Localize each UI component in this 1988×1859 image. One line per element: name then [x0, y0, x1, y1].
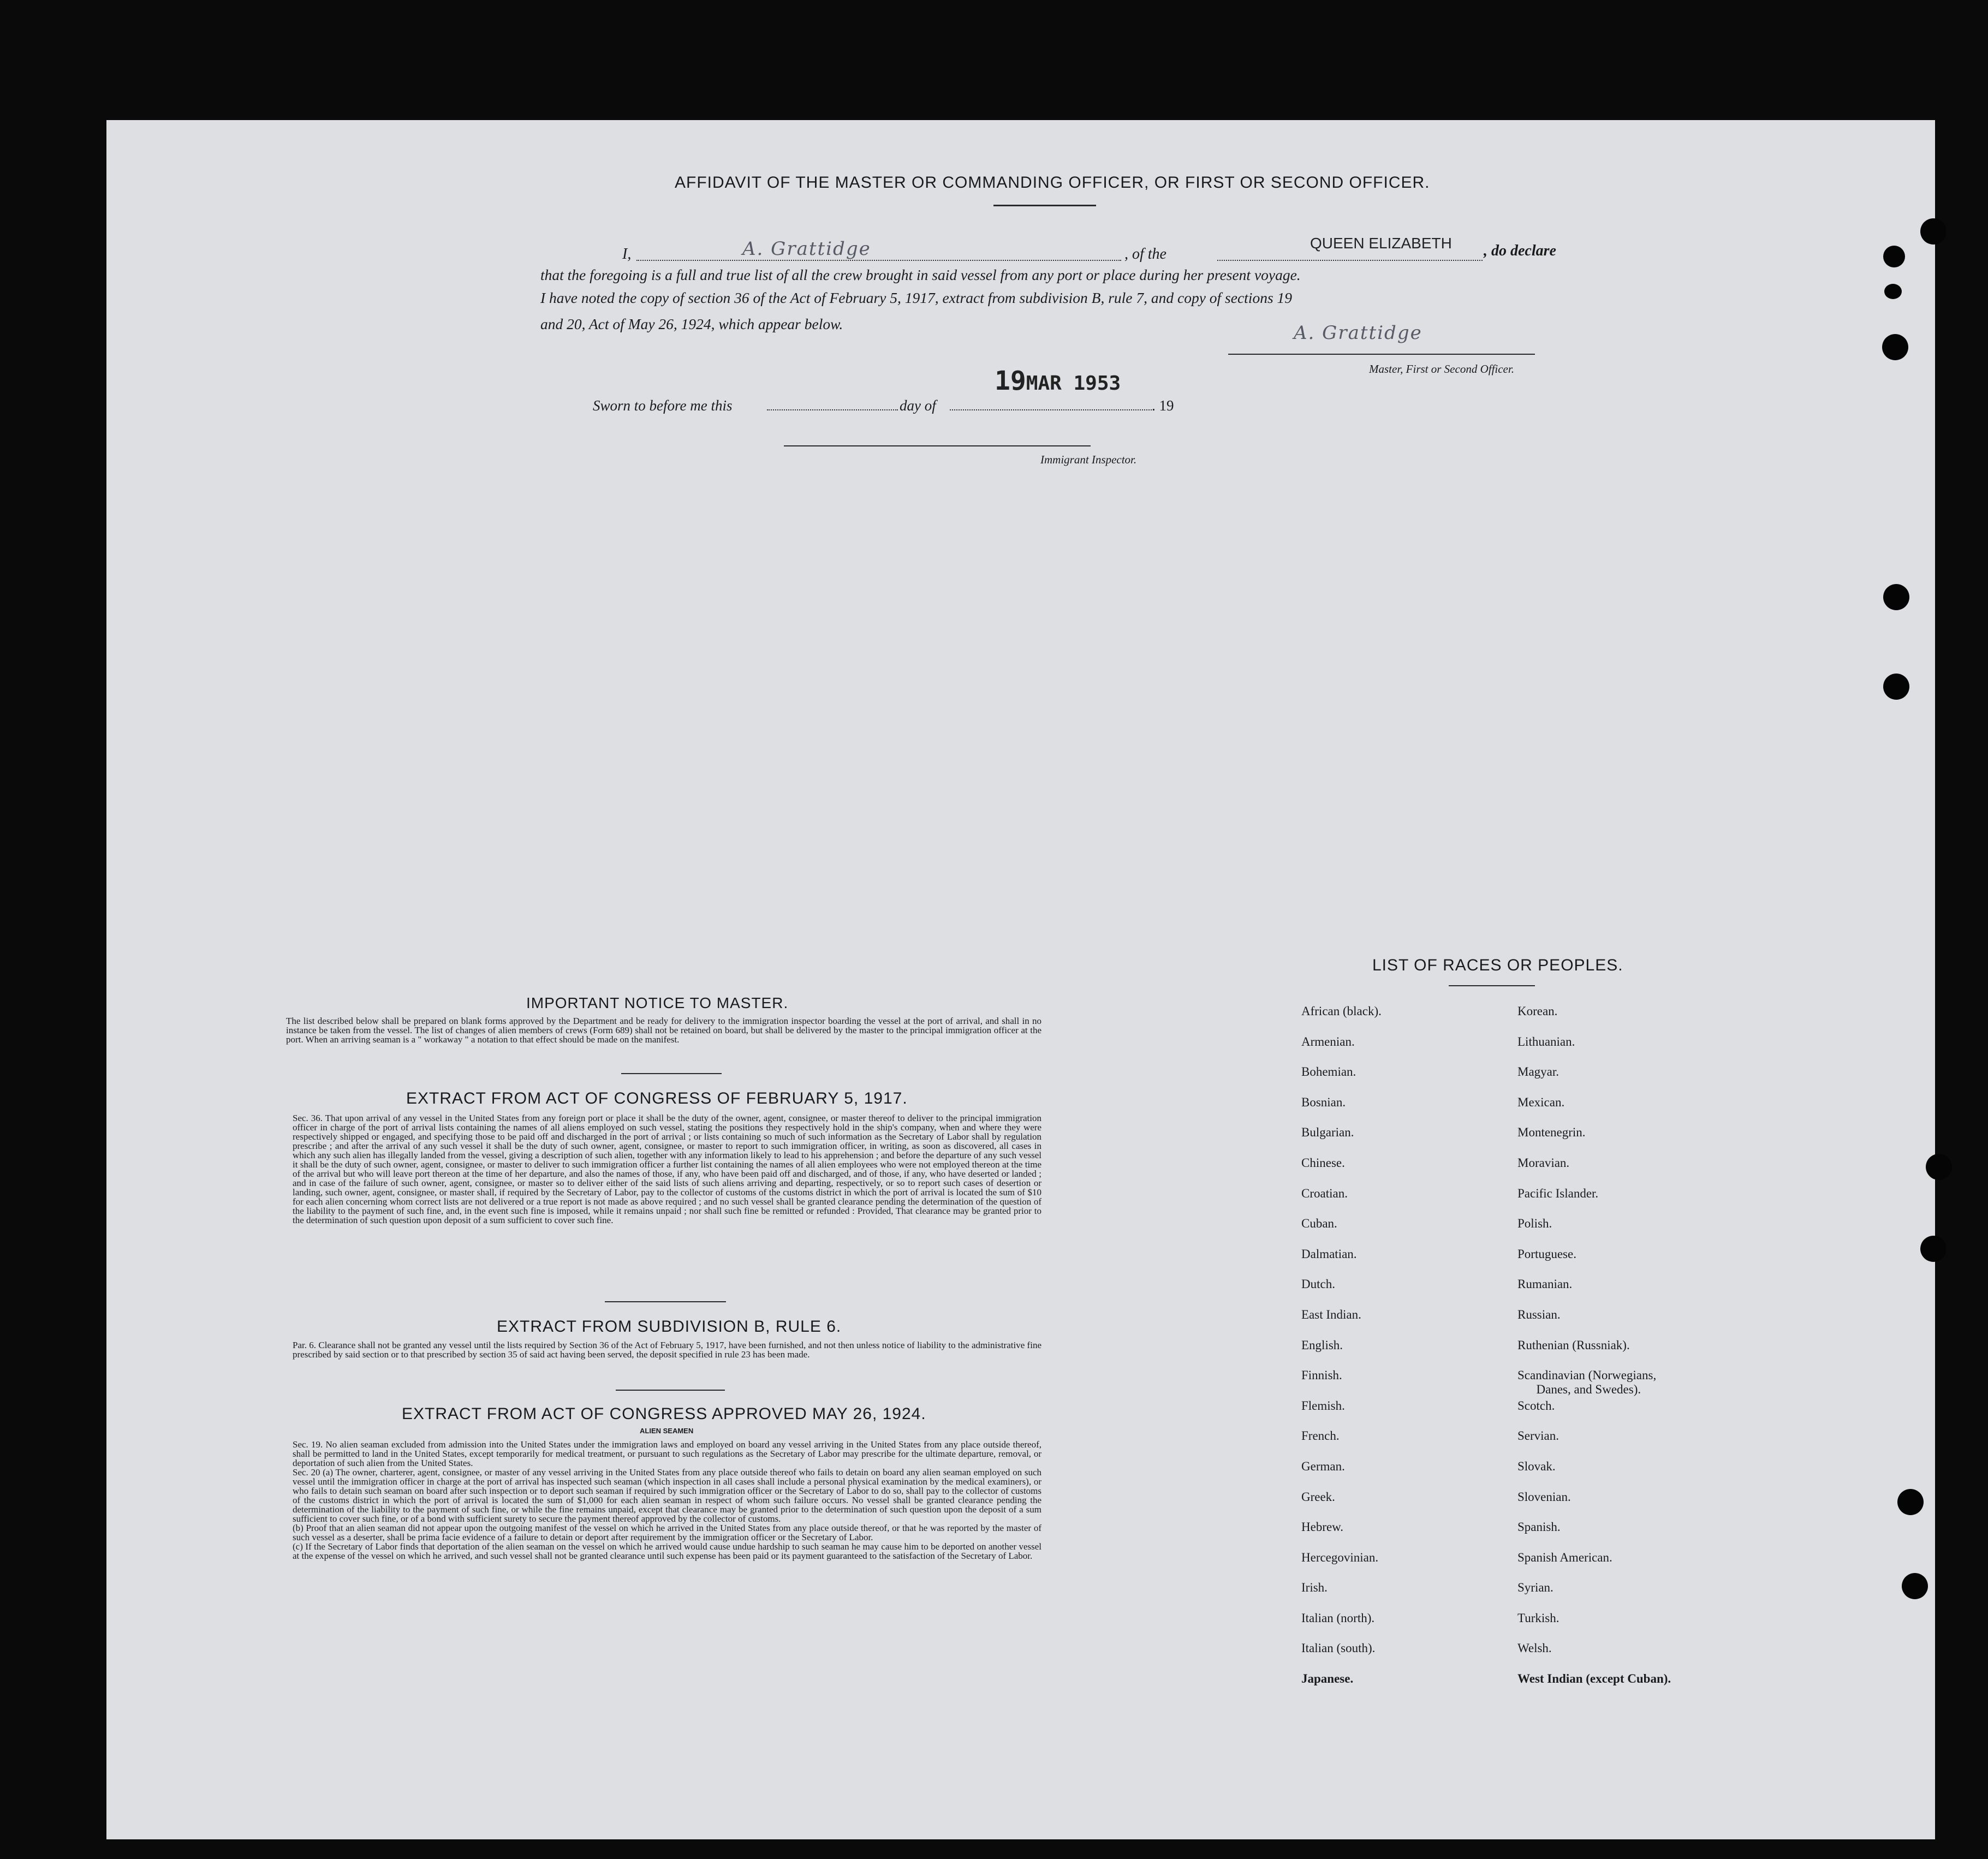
race-item: Spanish.	[1517, 1520, 1561, 1534]
punch-hole	[1883, 584, 1909, 610]
vessel-line	[1217, 260, 1483, 261]
race-item: Mexican.	[1517, 1095, 1565, 1109]
punch-hole	[1920, 218, 1947, 245]
race-item: German.	[1301, 1459, 1345, 1473]
race-item: Ruthenian (Russniak).	[1517, 1338, 1630, 1352]
punch-hole	[1926, 1154, 1952, 1180]
vessel-name: QUEEN ELIZABETH	[1310, 235, 1452, 252]
race-item: Flemish.	[1301, 1398, 1345, 1413]
extract-1917-text: Sec. 36. That upon arrival of any vessel in the United States from any foreign port or place it shall be the duty of the owner, agent, consignee, or master thereof to deliver to the principal immigration officer in charge of the port of arrival lists containing the names of all aliens employed on such vessel, stating the positions they respectively hold in the ship's company, when and where they were respectively shipped or engaged, and specifying those to be paid off and discharged in the port of arrival ; or lists containing so much of such information as the Secretary of Labor shall by regulation prescribe ; and after the arrival of any such vessel it shall be the duty of such owner, agent, consignee, or master to report to such immigration officer, in writing, as soon as discovered, all cases in which any such alien has illegally landed from the vessel, giving a description of such alien, together with any information likely to lead to his apprehension ; and before the departure of any such vessel it shall be the duty of such owner, agent, consignee, or master to deliver to such immigration officer a further list containing the names of all alien employees who were not employed thereon at the time of the arrival but who will leave port thereon at the time of her departure, and also the names of those, if any, who have been paid off and discharged, and of those, if any, who have deserted or landed ; and in case of the failure of such owner, agent, consignee, or master so to deliver either of the said lists of such aliens arriving and departing, respectively, or so to report such cases of desertion or landing, such owner, agent, consignee, or master shall, if required by the Secretary of Labor, pay to the collector of customs of the customs district in which the port of arrival is located the sum of $10 for each alien concerning whom correct lists are not delivered or a true report is not made as above required ; and no such vessel shall be granted clearance pending the determination of the question of the liability to the payment of such fine, and, in the event such fine is imposed, while it remains unpaid ; nor shall such fine be remitted or refunded : Provided, That clearance may be granted prior to the determination of such question upon deposit of a sum sufficient to cover such fine.	[293, 1113, 1041, 1225]
sec-20c-paragraph: (c) If the Secretary of Labor finds that deportation of the alien seaman on the vessel on which he arrived would cause undue hardship to such seaman he may cause him to be deported on another vessel at the expense of the vessel on which he arrived, and such vessel shall not be granted clearance until such expense has been paid or its payment guaranteed to the satisfaction of the Secretary of Labor.	[293, 1541, 1041, 1561]
race-item: Slovak.	[1517, 1459, 1556, 1473]
signature-caption: Master, First or Second Officer.	[1369, 362, 1514, 376]
year-suffix: . 19	[1152, 397, 1174, 414]
day-of-label: day of	[900, 397, 936, 414]
race-item: Italian (south).	[1301, 1641, 1376, 1655]
race-item: Chinese.	[1301, 1155, 1345, 1170]
race-item: West Indian (except Cuban).	[1517, 1672, 1671, 1686]
race-item: Lithuanian.	[1517, 1034, 1575, 1048]
punch-hole	[1882, 334, 1908, 360]
race-item: Cuban.	[1301, 1217, 1337, 1231]
race-item: Montenegrin.	[1517, 1125, 1586, 1140]
inspector-signature-line	[784, 445, 1091, 446]
race-item: English.	[1301, 1338, 1343, 1352]
race-item: Magyar.	[1517, 1065, 1560, 1079]
extract-1924-title: EXTRACT FROM ACT OF CONGRESS APPROVED MAY 26, 1924.	[402, 1405, 926, 1423]
sworn-day-line	[767, 409, 898, 410]
alien-seamen-subtitle: ALIEN SEAMEN	[640, 1427, 694, 1435]
race-item: Hebrew.	[1301, 1520, 1344, 1534]
race-item: Portuguese.	[1517, 1247, 1576, 1261]
rule	[616, 1390, 725, 1391]
do-declare-label: , do declare	[1484, 242, 1556, 259]
inspector-caption: Immigrant Inspector.	[1040, 453, 1137, 466]
notice-title: IMPORTANT NOTICE TO MASTER.	[526, 994, 789, 1011]
race-item: French.	[1301, 1429, 1340, 1443]
sworn-month-line	[950, 409, 1152, 410]
race-item: Dutch.	[1301, 1277, 1335, 1291]
of-the-label: , of the	[1124, 246, 1166, 263]
i-label: I,	[622, 246, 632, 263]
race-item: Finnish.	[1301, 1368, 1342, 1383]
signature-line	[1228, 354, 1535, 355]
date-stamp-day: 19	[995, 366, 1026, 396]
master-signature: A. Grattidge	[1294, 322, 1422, 344]
subdivision-b-title: EXTRACT FROM SUBDIVISION B, RULE 6.	[497, 1318, 842, 1336]
races-title-rule	[1449, 985, 1535, 986]
race-item: Irish.	[1301, 1581, 1328, 1595]
race-item: Croatian.	[1301, 1186, 1348, 1200]
race-item: Scandinavian (Norwegians, Danes, and Swedes).	[1517, 1368, 1657, 1397]
date-stamp-rest: MAR 1953	[1026, 372, 1121, 395]
race-item: Welsh.	[1517, 1641, 1552, 1655]
races-title: LIST OF RACES OR PEOPLES.	[1372, 956, 1623, 974]
date-stamp	[995, 366, 1121, 396]
race-item: Italian (north).	[1301, 1611, 1375, 1625]
race-item: Pacific Islander.	[1517, 1186, 1599, 1200]
punch-hole	[1883, 674, 1909, 700]
extract-1917-title: EXTRACT FROM ACT OF CONGRESS OF FEBRUARY 5, 1917.	[406, 1089, 908, 1107]
race-item: Korean.	[1517, 1004, 1558, 1018]
statement-line-3: and 20, Act of May 26, 1924, which appear below.	[540, 315, 843, 332]
master-name: A. Grattidge	[742, 238, 871, 260]
race-item: Armenian.	[1301, 1034, 1355, 1048]
race-item: Servian.	[1517, 1429, 1560, 1443]
race-item: East Indian.	[1301, 1307, 1361, 1321]
race-item: Spanish American.	[1517, 1550, 1612, 1564]
race-item: Bohemian.	[1301, 1065, 1356, 1079]
rule	[605, 1301, 726, 1302]
sworn-label: Sworn to before me this	[593, 397, 733, 414]
title-rule	[993, 205, 1096, 206]
statement-line-1: that the foregoing is a full and true list of all the crew brought in said vessel from any port or place during her present voyage.	[540, 266, 1301, 283]
race-item: African (black).	[1301, 1004, 1382, 1018]
punch-hole	[1902, 1573, 1928, 1599]
sec-20a-paragraph: Sec. 20 (a) The owner, charterer, agent, consignee, or master of any vessel arriving in the United States from any place outside thereof who fails to detain on board any alien seaman employed on such vessel until the immigration officer in charge at the port of arrival has inspected such seaman (which inspection in all cases shall include a personal physical examination by the medical examiners), or who fails to detain such seaman on board after such inspection or to deport such seaman if required by such immigration officer or the Secretary of Labor to do so, shall pay to the collector of customs of the customs district in which the port of arrival is located the sum of $1,000 for each alien seaman in respect of whom such failure occurs. No vessel shall be granted clearance pending the determination of the liability to the payment of such fine, or while the fine remains unpaid, except that clearance may be granted prior to the determination of such question upon the deposit of a sum sufficient to cover such fine, or of a bond with sufficient surety to secure the payment thereof approved by the collector of customs.	[293, 1467, 1041, 1524]
punch-hole	[1897, 1489, 1924, 1515]
races-left-column	[1301, 1004, 1382, 1702]
races-right-column	[1517, 1004, 1671, 1702]
race-item: Russian.	[1517, 1307, 1561, 1321]
sec-20b-paragraph: (b) Proof that an alien seaman did not appear upon the outgoing manifest of the vessel on which he arrived in the United States from any place outside thereof, or that he was reported by the master of such vessel as a deserter, shall be prima facie evidence of a failure to detain or deport after requirement by the immigration officer or the Secretary of Labor.	[293, 1523, 1041, 1542]
race-item: Polish.	[1517, 1217, 1552, 1231]
statement-line-2: I have noted the copy of section 36 of the Act of February 5, 1917, extract from subdivision B, rule 7, and copy of sections 19	[540, 289, 1293, 306]
race-item: Hercegovinian.	[1301, 1550, 1379, 1564]
notice-text: The list described below shall be prepared on blank forms approved by the Department and be ready for delivery to the immigration inspector boarding the vessel at the port of arrival, and shall in no instance be taken from the vessel. The list of changes of alien members of crews (Form 689) shall not be retained on board, but shall be delivered by the master to the principal immigration officer at the port. When an arriving seaman is a " workaway " a notation to that effect should be made on the manifest.	[286, 1016, 1041, 1045]
race-item: Syrian.	[1517, 1581, 1554, 1595]
race-item: Turkish.	[1517, 1611, 1560, 1625]
race-item: Greek.	[1301, 1489, 1335, 1504]
race-item: Dalmatian.	[1301, 1247, 1357, 1261]
race-item: Slovenian.	[1517, 1489, 1571, 1504]
extract-1924-body	[293, 1440, 1041, 1560]
sec-19-paragraph: Sec. 19. No alien seaman excluded from admission into the United States under the immigration laws and employed on board any vessel arriving in the United States from any place outside thereof, shall be permitted to land in the United States, except temporarily for medical treatment, or pursuant to such regulations as the Secretary of Labor may prescribe for the ultimate departure, removal, or deportation of such alien from the United States.	[293, 1439, 1041, 1468]
race-item: Japanese.	[1301, 1672, 1354, 1686]
subdivision-b-text: Par. 6. Clearance shall not be granted any vessel until the lists required by Section 36 of the Act of February 5, 1917, have been furnished, and not then unless notice of liability to the administrative fine prescribed by said section or to that prescribed by section 35 of said act having been served, the deposit specified in rule 23 has been made.	[293, 1340, 1041, 1360]
race-item: Moravian.	[1517, 1155, 1570, 1170]
race-item: Rumanian.	[1517, 1277, 1573, 1291]
race-item: Bulgarian.	[1301, 1125, 1354, 1140]
rule	[621, 1073, 722, 1074]
affidavit-title: AFFIDAVIT OF THE MASTER OR COMMANDING OFFICER, OR FIRST OR SECOND OFFICER.	[675, 174, 1430, 192]
punch-hole	[1883, 246, 1905, 267]
master-name-line	[636, 260, 1121, 261]
punch-hole	[1920, 1236, 1947, 1262]
punch-hole	[1884, 284, 1902, 299]
race-item: Bosnian.	[1301, 1095, 1346, 1109]
race-item: Scotch.	[1517, 1398, 1555, 1413]
